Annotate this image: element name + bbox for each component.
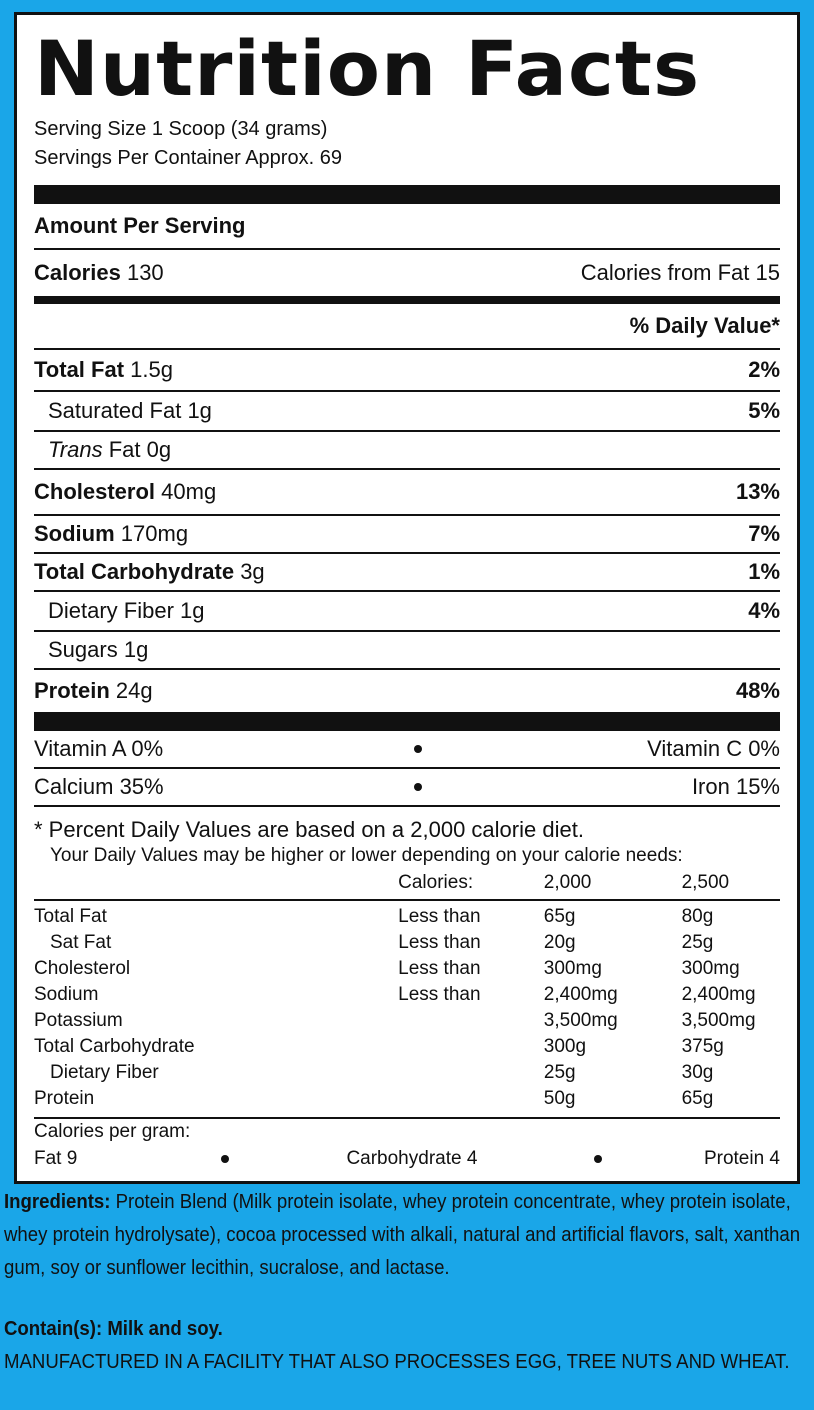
nutrient-daily-value: 48% <box>735 678 780 703</box>
table-cell: Cholesterol <box>34 958 131 979</box>
vitamin-right: Iron 15% <box>691 774 780 799</box>
ingredients-text: Protein Blend (Milk protein isolate, whey protein concentrate, whey protein isolate, whey protein hydrolysate), cocoa processed with alkali, natural and artificial flavors, salt, xanthan gum, soy or sunflower lecithin, sucralose, and lactase. <box>4 1191 801 1279</box>
table-cell: 3,500mg <box>543 1010 618 1031</box>
medium-divider <box>34 296 780 304</box>
table-cell: Sodium <box>34 984 99 1005</box>
nutrient-daily-value: 2% <box>748 357 780 382</box>
nutrient-amount: 1g <box>180 598 205 623</box>
nutrient-row <box>34 432 780 468</box>
daily-values-table <box>34 867 780 1112</box>
nutrient-row <box>34 350 780 390</box>
table-row <box>34 1060 780 1086</box>
nutrient-amount: 40mg <box>161 479 217 504</box>
table-header: Calories: 2,000 2,500 <box>398 872 730 893</box>
amount-per-serving: Amount Per Serving <box>34 213 246 238</box>
table-row <box>34 1008 780 1034</box>
bullet-icon <box>414 745 422 753</box>
table-row <box>34 1086 780 1112</box>
nutrient-amount: 0g <box>146 437 172 462</box>
nutrient-daily-value: 1% <box>748 559 780 584</box>
nutrient-daily-value: 4% <box>748 598 780 623</box>
nutrient-row <box>34 632 780 668</box>
footnote-2: Your Daily Values may be higher or lower depending on your calorie needs: <box>50 845 683 866</box>
nutrient-label: Dietary Fiber <box>48 598 174 623</box>
table-cell: 25g <box>543 1062 576 1083</box>
table-row <box>34 956 780 982</box>
facility-warning: MANUFACTURED IN A FACILITY THAT ALSO PROCESSES EGG, TREE NUTS AND WHEAT. <box>4 1351 790 1373</box>
nutrient-row <box>34 516 780 552</box>
carb-per-gram: Carbohydrate 4 <box>346 1148 478 1169</box>
table-row <box>34 982 780 1008</box>
nutrient-label: Cholesterol <box>34 479 156 504</box>
table-cell: Less than <box>398 906 481 927</box>
table-row <box>34 930 780 956</box>
bullet-icon <box>221 1155 229 1163</box>
contains-label: Contain(s): Milk and soy. <box>4 1318 223 1340</box>
daily-value-header: % Daily Value* <box>629 313 780 338</box>
table-cell: 300mg <box>681 958 740 979</box>
table-cell: 3,500mg <box>681 1010 756 1031</box>
vitamin-left: Vitamin A 0% <box>34 736 164 761</box>
fat-per-gram: Fat 9 <box>34 1148 78 1169</box>
nutrient-label: Fat <box>108 437 141 462</box>
table-cell: 300mg <box>543 958 602 979</box>
nutrient-row <box>34 670 780 712</box>
calories-from-fat: Calories from Fat 15 <box>580 260 780 285</box>
calories-row <box>34 250 780 296</box>
vitamin-left: Calcium 35% <box>34 774 164 799</box>
nutrient-amount: 170mg <box>120 521 189 546</box>
nutrient-daily-value: 13% <box>735 479 780 504</box>
vitamin-right: Vitamin C 0% <box>647 736 780 761</box>
ingredients-label: Ingredients: <box>4 1191 111 1213</box>
nutrient-amount: 1g <box>187 398 212 423</box>
thick-divider <box>34 185 780 204</box>
divider <box>34 899 780 901</box>
calories-per-gram-label: Calories per gram: <box>34 1121 191 1142</box>
servings-per-container: Servings Per Container Approx. 69 <box>34 147 342 169</box>
vitamin-row <box>34 769 780 805</box>
thick-divider <box>34 712 780 731</box>
calories-per-gram-row <box>34 1145 780 1173</box>
calories-value: 130 <box>126 260 164 285</box>
nutrient-amount: 1.5g <box>130 357 173 382</box>
nutrient-daily-value: 5% <box>748 398 780 423</box>
table-cell: Sat Fat <box>50 932 112 953</box>
nutrient-label: Saturated Fat <box>48 398 182 423</box>
nutrient-row <box>34 554 780 590</box>
table-cell: 30g <box>681 1062 714 1083</box>
table-row <box>34 904 780 930</box>
footnote: * Percent Daily Values are based on a 2,000 calorie diet. <box>34 817 584 842</box>
nutrient-amount: 1g <box>123 637 149 662</box>
allergen-block <box>4 1313 790 1379</box>
table-cell: 2,400mg <box>543 984 618 1005</box>
nutrition-label <box>14 12 800 1184</box>
nutrient-amount: 24g <box>115 678 153 703</box>
nutrient-row <box>34 592 780 630</box>
nutrient-daily-value: 7% <box>748 521 780 546</box>
vitamin-list <box>34 731 780 805</box>
table-cell: Dietary Fiber <box>50 1062 159 1083</box>
label-title: Nutrition Facts <box>34 24 701 113</box>
table-cell: 65g <box>681 1088 714 1109</box>
nutrient-list <box>34 350 780 712</box>
table-cell: Protein <box>34 1088 95 1109</box>
nutrient-label: Total Fat <box>34 357 125 382</box>
table-cell: 65g <box>543 906 576 927</box>
nutrient-amount: 3g <box>240 559 265 584</box>
nutrient-label: Sodium <box>34 521 115 546</box>
table-cell: Less than <box>398 932 481 953</box>
amount-per-serving-row <box>34 204 780 248</box>
table-cell: 50g <box>543 1088 576 1109</box>
table-cell: Less than <box>398 984 481 1005</box>
bullet-icon <box>594 1155 602 1163</box>
table-cell: 20g <box>543 932 576 953</box>
vitamin-row <box>34 731 780 767</box>
nutrient-label: Sugars <box>48 637 118 662</box>
table-cell: 375g <box>681 1036 724 1057</box>
calories-label: Calories <box>34 260 121 285</box>
ingredients <box>4 1186 809 1285</box>
protein-per-gram: Protein 4 <box>703 1148 780 1169</box>
table-cell: Total Carbohydrate <box>34 1036 195 1057</box>
serving-size: Serving Size 1 Scoop (34 grams) <box>34 118 328 140</box>
table-cell: Total Fat <box>34 906 107 927</box>
table-cell: Less than <box>398 958 481 979</box>
nutrient-row <box>34 470 780 514</box>
table-cell: 25g <box>681 932 714 953</box>
bullet-icon <box>414 783 422 791</box>
table-cell: Potassium <box>34 1010 123 1031</box>
nutrient-label: Protein <box>34 678 110 703</box>
nutrient-row <box>34 392 780 430</box>
table-cell: 80g <box>681 906 714 927</box>
daily-value-header-row <box>34 304 780 348</box>
table-row <box>34 1034 780 1060</box>
nutrient-label: Total Carbohydrate <box>34 559 235 584</box>
table-cell: 2,400mg <box>681 984 756 1005</box>
nutrient-label-italic: Trans <box>48 437 103 462</box>
table-cell: 300g <box>543 1036 587 1057</box>
